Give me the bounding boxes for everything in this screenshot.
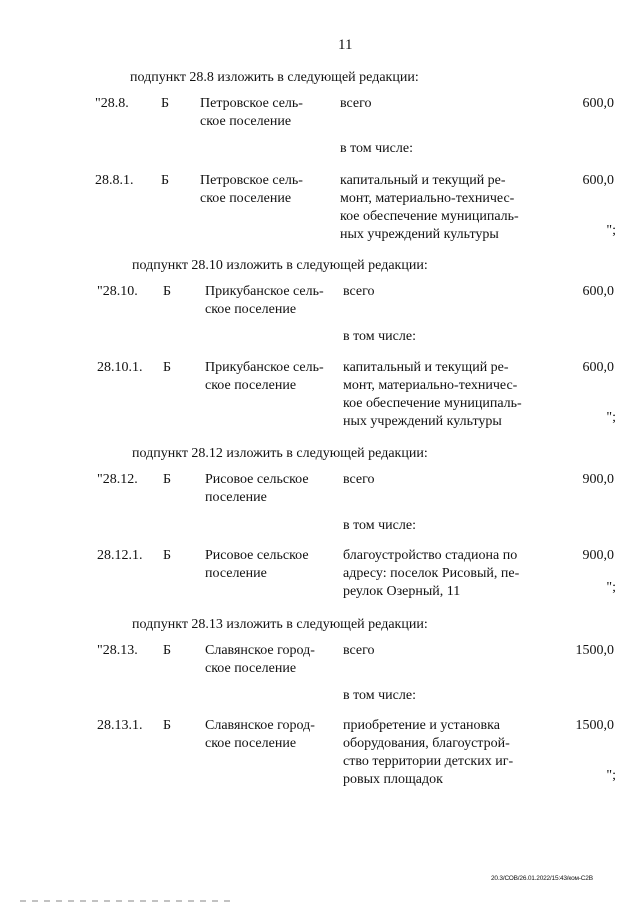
row-description: реулок Озерный, 11 [343,584,461,599]
row-closing-quote: "; [606,410,616,425]
row-settlement-name: ское поселение [200,114,292,129]
section-heading: подпункт 28.8 изложить в следующей редакции: [130,70,419,85]
row-closing-quote: "; [606,223,616,238]
row-description: в том числе: [340,141,413,156]
row-settlement-name: ское поселение [205,736,297,751]
section-heading: подпункт 28.10 изложить в следующей редакции: [132,258,428,273]
row-settlement-name: Прикубанское сель- [205,284,324,299]
row-description: всего [343,643,375,658]
row-description: в том числе: [343,688,416,703]
row-description: ровых площадок [343,772,443,787]
row-description: оборудования, благоустрой- [343,736,510,751]
row-description: ных учреждений культуры [343,414,502,429]
row-settlement-name: Рисовое сельское [205,548,309,563]
row-category: Б [163,548,172,563]
row-settlement-name: Славянское город- [205,718,315,733]
row-closing-quote: "; [606,580,616,595]
row-settlement-name: ское поселение [200,191,292,206]
row-code: "28.10. [97,284,138,299]
row-settlement-name: поселение [205,566,267,581]
row-description: адресу: поселок Рисовый, пе- [343,566,520,581]
row-code: 28.13.1. [97,718,143,733]
row-description: всего [340,96,372,111]
row-settlement-name: ское поселение [205,661,297,676]
row-settlement-name: ское поселение [205,378,297,393]
row-code: 28.8.1. [95,173,134,188]
row-category: Б [163,643,172,658]
row-description: всего [343,284,375,299]
row-category: Б [161,173,170,188]
row-code: 28.12.1. [97,548,143,563]
row-code: 28.10.1. [97,360,143,375]
row-category: Б [163,284,172,299]
row-category: Б [163,472,172,487]
row-amount: 1500,0 [575,718,614,733]
row-code: "28.13. [97,643,138,658]
section-heading: подпункт 28.12 изложить в следующей редакции: [132,446,428,461]
row-description: ство территории детских иг- [343,754,514,769]
row-description: всего [343,472,375,487]
row-description: приобретение и установка [343,718,500,733]
row-description: в том числе: [343,518,416,533]
row-description: ных учреждений культуры [340,227,499,242]
row-settlement-name: Петровское сель- [200,96,303,111]
row-amount: 600,0 [582,96,614,111]
row-settlement-name: Славянское город- [205,643,315,658]
row-settlement-name: Петровское сель- [200,173,303,188]
row-amount: 600,0 [582,360,614,375]
row-amount: 600,0 [582,173,614,188]
row-amount: 900,0 [582,548,614,563]
row-settlement-name: Рисовое сельское [205,472,309,487]
row-closing-quote: "; [606,768,616,783]
row-code: "28.8. [95,96,129,111]
row-description: капитальный и текущий ре- [343,360,509,375]
row-description: благоустройство стадиона по [343,548,518,563]
row-category: Б [163,718,172,733]
row-description: в том числе: [343,329,416,344]
document-footer-code: 20.3/СОВ/26.01.2022/15:43/ком-С2В [491,875,593,882]
row-description: кое обеспечение муниципаль- [340,209,519,224]
row-description: кое обеспечение муниципаль- [343,396,522,411]
page-number: 11 [338,37,353,53]
row-settlement-name: Прикубанское сель- [205,360,324,375]
row-description: монт, материально-техничес- [343,378,518,393]
section-heading: подпункт 28.13 изложить в следующей редакции: [132,617,428,632]
row-amount: 600,0 [582,284,614,299]
row-amount: 900,0 [582,472,614,487]
row-amount: 1500,0 [575,643,614,658]
row-settlement-name: ское поселение [205,302,297,317]
row-description: капитальный и текущий ре- [340,173,506,188]
row-category: Б [161,96,170,111]
row-category: Б [163,360,172,375]
scan-artifact-marks [20,900,230,902]
row-description: монт, материально-техничес- [340,191,515,206]
row-settlement-name: поселение [205,490,267,505]
row-code: "28.12. [97,472,138,487]
